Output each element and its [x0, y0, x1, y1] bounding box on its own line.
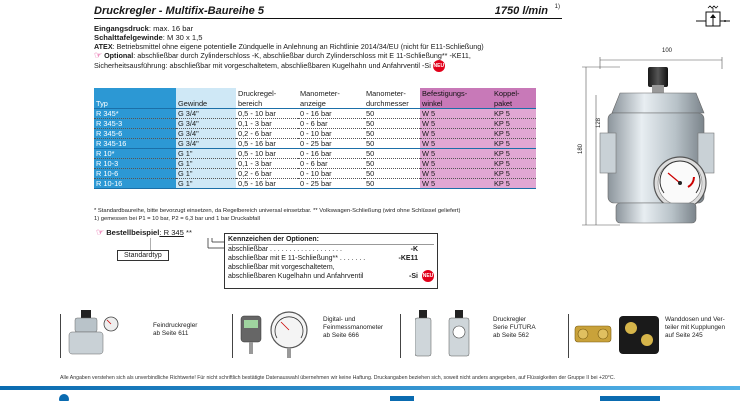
option-item: abschließbar mit E 11-Schließung** . . . . . . . -KE11 [228, 255, 418, 262]
table-row: R 345-6 G 3/4" 0,2 - 6 bar 0 - 10 bar 50 W 5 KP 5 [94, 128, 536, 138]
gauges-image [237, 310, 317, 360]
col-header-bef-2: winkel [420, 98, 492, 108]
dim-height-a-label: 128 [596, 117, 603, 129]
spec-atex: ATEX: Betriebsmittel ohne eigene potentielle Zündquelle in Anlehnung an Richtlinie 2014/34/EU (nicht für E11-Schließung) [94, 42, 484, 51]
page-title-bar [94, 4, 562, 19]
col-header-kop-2: paket [492, 98, 536, 108]
footer-bar [0, 386, 740, 390]
pressure-regulator-image [580, 55, 736, 235]
accessory-gauges[interactable] [232, 314, 398, 358]
spec-safety: Sicherheitsausführung: abschließbar mit vorgeschaltetem, abschließbaren Kugelhahn und Anfahrventil -Si NEU [94, 60, 445, 72]
accessory-label: Druckregler Serie FUTURA ab Seite 562 [493, 316, 536, 339]
regulator-symbol-icon [694, 4, 732, 34]
order-example: ☞ Bestellbeispiel: R 345 ** [96, 227, 192, 237]
option-item: abschließbaren Kugelhahn und Anfahrventil -Si NEU [228, 272, 434, 281]
options-heading: Kennzeichen der Optionen: [228, 235, 434, 245]
fine-regulator-image [63, 308, 123, 360]
dim-width-label: 100 [662, 48, 673, 54]
spec-thread: Schalttafelgewinde: M 30 x 1,5 [94, 33, 203, 42]
footer-logos [0, 393, 740, 401]
accessory-label: Feindruckregler ab Seite 611 [153, 322, 198, 337]
col-header-durch-1: Manometer- [366, 89, 406, 98]
accessory-fine-regulator[interactable] [60, 314, 230, 358]
table-row: R 345-16 G 3/4" 0,5 - 16 bar 0 - 25 bar 50 W 5 KP 5 [94, 138, 536, 148]
flow-rate: 1750 l/min [494, 5, 548, 17]
table-row: R 10-6 G 1" 0,2 - 6 bar 0 - 10 bar 50 W 5 KP 5 [94, 168, 536, 178]
footnote-2: 1) gemessen bei P1 = 10 bar, P2 = 6,3 bar und 1 bar Druckabfall [94, 216, 260, 222]
wall-sockets-image [573, 312, 663, 358]
accessory-label: Digital- und Feinmessmanometer ab Seite 666 [323, 316, 384, 339]
option-item: abschließbar mit vorgeschaltetem, [228, 264, 335, 271]
col-header-durch-2: durchmesser [364, 98, 420, 108]
accessory-futura[interactable] [400, 314, 566, 358]
flow-footnote-ref: 1) [554, 4, 560, 10]
new-badge-icon: NEU [433, 60, 445, 72]
col-header-gewinde: Gewinde [176, 98, 236, 108]
disclaimer-text: Alle Angaben verstehen sich als unverbindliche Richtwerte! Für nicht schriftlich bestätigte Datenauswahl übernehmen wir keine Haftung. Druckangaben beziehen sich, soweit nicht anders angegeben, auf Flüssigkeiten der Gruppe II bei +20°C. [60, 375, 616, 381]
dim-height-b-label: 180 [578, 143, 585, 155]
product-table [94, 88, 536, 189]
col-header-bef-1: Befestigungs- [420, 88, 492, 98]
spec-inlet: Eingangsdruck: max. 16 bar [94, 24, 194, 33]
futura-regulator-image [415, 308, 485, 360]
option-item: abschließbar . . . . . . . . . . . . . . . . . . . -K [228, 246, 418, 253]
col-header-kop-1: Koppel- [492, 88, 536, 98]
options-box [224, 233, 438, 289]
pointing-hand-icon: ☞ [96, 227, 105, 237]
spec-optional: ☞ Optional: abschließbar durch Zylinderschloss -K, abschließbar durch Zylinderschloss mit E 11-Schließung** -KE11, [94, 50, 471, 60]
table-row: R 345-3 G 3/4" 0,1 - 3 bar 0 - 6 bar 50 W 5 KP 5 [94, 118, 536, 128]
pointing-hand-icon: ☞ [94, 50, 103, 60]
table-row: R 10-16 G 1" 0,5 - 16 bar 0 - 25 bar 50 W 5 KP 5 [94, 178, 536, 188]
col-header-anzeige-2: anzeige [298, 98, 364, 108]
table-row: R 10-3 G 1" 0,1 - 3 bar 0 - 6 bar 50 W 5 KP 5 [94, 158, 536, 168]
accessory-wall-sockets[interactable] [568, 314, 736, 358]
footnote-1: * Standardbaureihe, bitte bevorzugt einsetzen, da Regelbereich universal einsetzbar. ** Volkswagen-Schließung (wird ohne Schlüssel geliefert) [94, 208, 461, 214]
col-header-bereich-1: Druckregel- [238, 89, 277, 98]
col-header-bereich-2: bereich [236, 98, 298, 108]
accessory-label: Wanddosen und Ver- teiler mit Kupplungen auf Seite 245 [665, 316, 726, 339]
new-badge-icon: NEU [422, 270, 434, 282]
col-header-typ: Typ [94, 98, 176, 108]
page-title: Druckregler - Multifix-Baureihe 5 [94, 5, 264, 17]
table-row: R 10* G 1" 0,5 - 10 bar 0 - 16 bar 50 W 5 KP 5 [94, 148, 536, 158]
table-row: R 345* G 3/4" 0,5 - 10 bar 0 - 16 bar 50 W 5 KP 5 [94, 108, 536, 118]
standard-type-box: Standardtyp [117, 250, 169, 261]
col-header-anzeige-1: Manometer- [300, 89, 340, 98]
